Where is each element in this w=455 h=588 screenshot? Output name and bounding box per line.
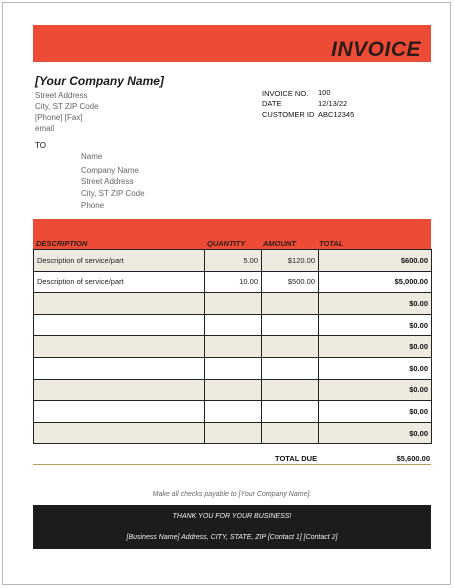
table-row xyxy=(34,250,432,272)
row-quantity xyxy=(205,357,262,379)
table-row xyxy=(34,271,432,293)
invoice-number-label: INVOICE NO. xyxy=(262,89,309,98)
row-description xyxy=(34,422,205,444)
bill-to-street: Street Address xyxy=(81,177,134,186)
bill-to-name: Name xyxy=(81,152,103,161)
invoice-banner xyxy=(33,25,431,62)
row-amount xyxy=(262,422,319,444)
row-amount: $500.00 xyxy=(262,271,319,293)
items-body xyxy=(33,249,432,444)
company-name: [Your Company Name] xyxy=(35,74,164,88)
row-amount xyxy=(262,336,319,358)
row-amount xyxy=(262,379,319,401)
customer-id-value: ABC12345 xyxy=(318,110,355,119)
row-quantity xyxy=(205,401,262,423)
invoice-title: INVOICE xyxy=(331,38,421,61)
row-total: $0.00 xyxy=(319,401,432,423)
row-total: $0.00 xyxy=(319,422,432,444)
row-quantity xyxy=(205,422,262,444)
header-total: TOTAL xyxy=(319,239,344,248)
table-row xyxy=(34,422,432,444)
row-amount xyxy=(262,314,319,336)
bill-to-company: Company Name xyxy=(81,166,139,175)
row-quantity xyxy=(205,336,262,358)
row-description: Description of service/part xyxy=(34,271,205,293)
footer-bar xyxy=(33,505,431,549)
company-email: email xyxy=(35,124,55,133)
customer-id-label: CUSTOMER ID xyxy=(262,110,315,119)
date-label: DATE xyxy=(262,99,282,108)
company-street: Street Address xyxy=(35,91,88,100)
table-row xyxy=(34,357,432,379)
row-total: $0.00 xyxy=(319,357,432,379)
row-description xyxy=(34,314,205,336)
row-description xyxy=(34,357,205,379)
row-total: $5,000.00 xyxy=(319,271,432,293)
company-city: City, ST ZIP Code xyxy=(35,102,99,111)
table-row xyxy=(34,336,432,358)
invoice-number-value: 100 xyxy=(318,88,331,97)
row-description xyxy=(34,379,205,401)
row-amount xyxy=(262,293,319,315)
total-due-value: $5,600.00 xyxy=(396,454,430,463)
row-description xyxy=(34,401,205,423)
row-description: Description of service/part xyxy=(34,250,205,272)
footer-contact: [Business Name] Address, CITY, STATE, ZIP [Contact 1] [Contact 2] xyxy=(126,534,338,541)
row-description xyxy=(34,336,205,358)
footer-thanks: THANK YOU FOR YOUR BUSINESS! xyxy=(172,513,292,520)
total-due-divider xyxy=(33,464,431,465)
row-quantity: 10.00 xyxy=(205,271,262,293)
row-quantity xyxy=(205,293,262,315)
table-row xyxy=(34,401,432,423)
row-amount xyxy=(262,401,319,423)
checks-payable-note: Make all checks payable to [Your Company Name]. xyxy=(152,491,312,498)
header-description: DESCRIPTION xyxy=(36,239,88,248)
table-row xyxy=(34,379,432,401)
row-total: $0.00 xyxy=(319,293,432,315)
date-value: 12/13/22 xyxy=(318,99,348,108)
table-row xyxy=(34,314,432,336)
row-description xyxy=(34,293,205,315)
header-amount: AMOUNT xyxy=(263,239,296,248)
row-total: $0.00 xyxy=(319,336,432,358)
header-quantity: QUANTITY xyxy=(207,239,246,248)
bill-to-phone: Phone xyxy=(81,201,105,210)
total-due-label: TOTAL DUE xyxy=(275,454,318,463)
company-phone-fax: [Phone] [Fax] xyxy=(35,113,83,122)
row-quantity: 5.00 xyxy=(205,250,262,272)
table-header xyxy=(33,219,431,249)
row-quantity xyxy=(205,314,262,336)
row-amount: $120.00 xyxy=(262,250,319,272)
row-total: $0.00 xyxy=(319,379,432,401)
bill-to-city: City, ST ZIP Code xyxy=(81,189,145,198)
row-total: $600.00 xyxy=(319,250,432,272)
row-total: $0.00 xyxy=(319,314,432,336)
row-quantity xyxy=(205,379,262,401)
row-amount xyxy=(262,357,319,379)
table-row xyxy=(34,293,432,315)
bill-to-label: TO xyxy=(35,141,46,150)
line-items-table xyxy=(33,219,431,444)
